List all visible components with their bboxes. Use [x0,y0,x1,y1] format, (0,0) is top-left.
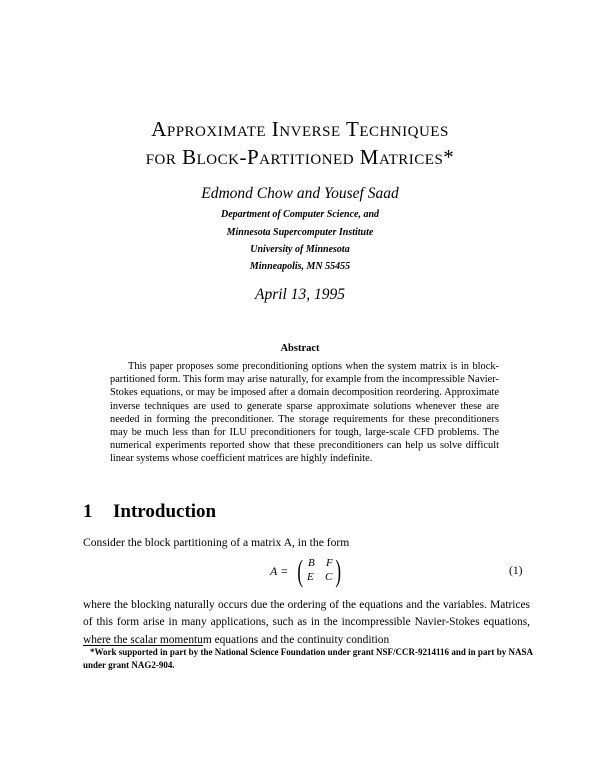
abstract-text: This paper proposes some preconditioning options when the system matrix is in block-partitioned form. This form may arise naturally, for example from the incompressible Navier-Stokes equations, or may be imposed after a domain decomposition reordering. Approximate inverse techniques are used to generate sparse approximate solutions whenever these are needed in forming the preconditioner. The storage requirements for these preconditioners may be much less than for ILU preconditioners for tough, large-scale CFD problems. The numerical experiments reported show that these preconditioners can help us solve difficult linear systems whose coefficient matrices are highly indefinite. [110,361,499,465]
paper-title-line-2: for Block-Partitioned Matrices* [145,145,455,169]
section-title: Introduction [113,501,217,522]
equation-block-matrix [270,553,390,588]
footnote: *Work supported in part by the National Science Foundation under grant NSF/CCR-9214116 and in part by NASA under grant NAG2-904. [83,647,533,670]
affiliation-line-1: Department of Computer Science, and [220,209,380,220]
matrix-cell-e: E [307,571,314,583]
equation-lhs: A = [270,564,289,578]
affiliation-line-4: Minneapolis, MN 55455 [249,261,351,272]
left-paren: ( [297,553,304,588]
affiliation-line-3: University of Minnesota [250,244,350,255]
equation-number: (1) [509,564,523,577]
intro-sentence: Consider the block partitioning of a matrix A, in the form [83,536,350,549]
paper-date: April 13, 1995 [255,286,345,303]
authors: Edmond Chow and Yousef Saad [201,185,399,202]
right-paren: ) [335,553,342,588]
abstract-heading: Abstract [280,343,320,354]
paper-title-line-1: Approximate Inverse Techniques [151,117,449,141]
matrix-cell-f: F [326,557,333,569]
paragraph-2: where the blocking naturally occurs due the ordering of the equations and the variables. Matrices of this form arise in many applications, such as in the incompressible Navier-Stokes equations, where the scalar momentum equations and the continuity condition [83,599,530,646]
matrix-cell-c: C [325,571,333,583]
affiliation-line-2: Minnesota Supercomputer Institute [226,227,374,238]
section-number: 1 [83,501,93,522]
matrix-cell-b: B [308,557,315,569]
